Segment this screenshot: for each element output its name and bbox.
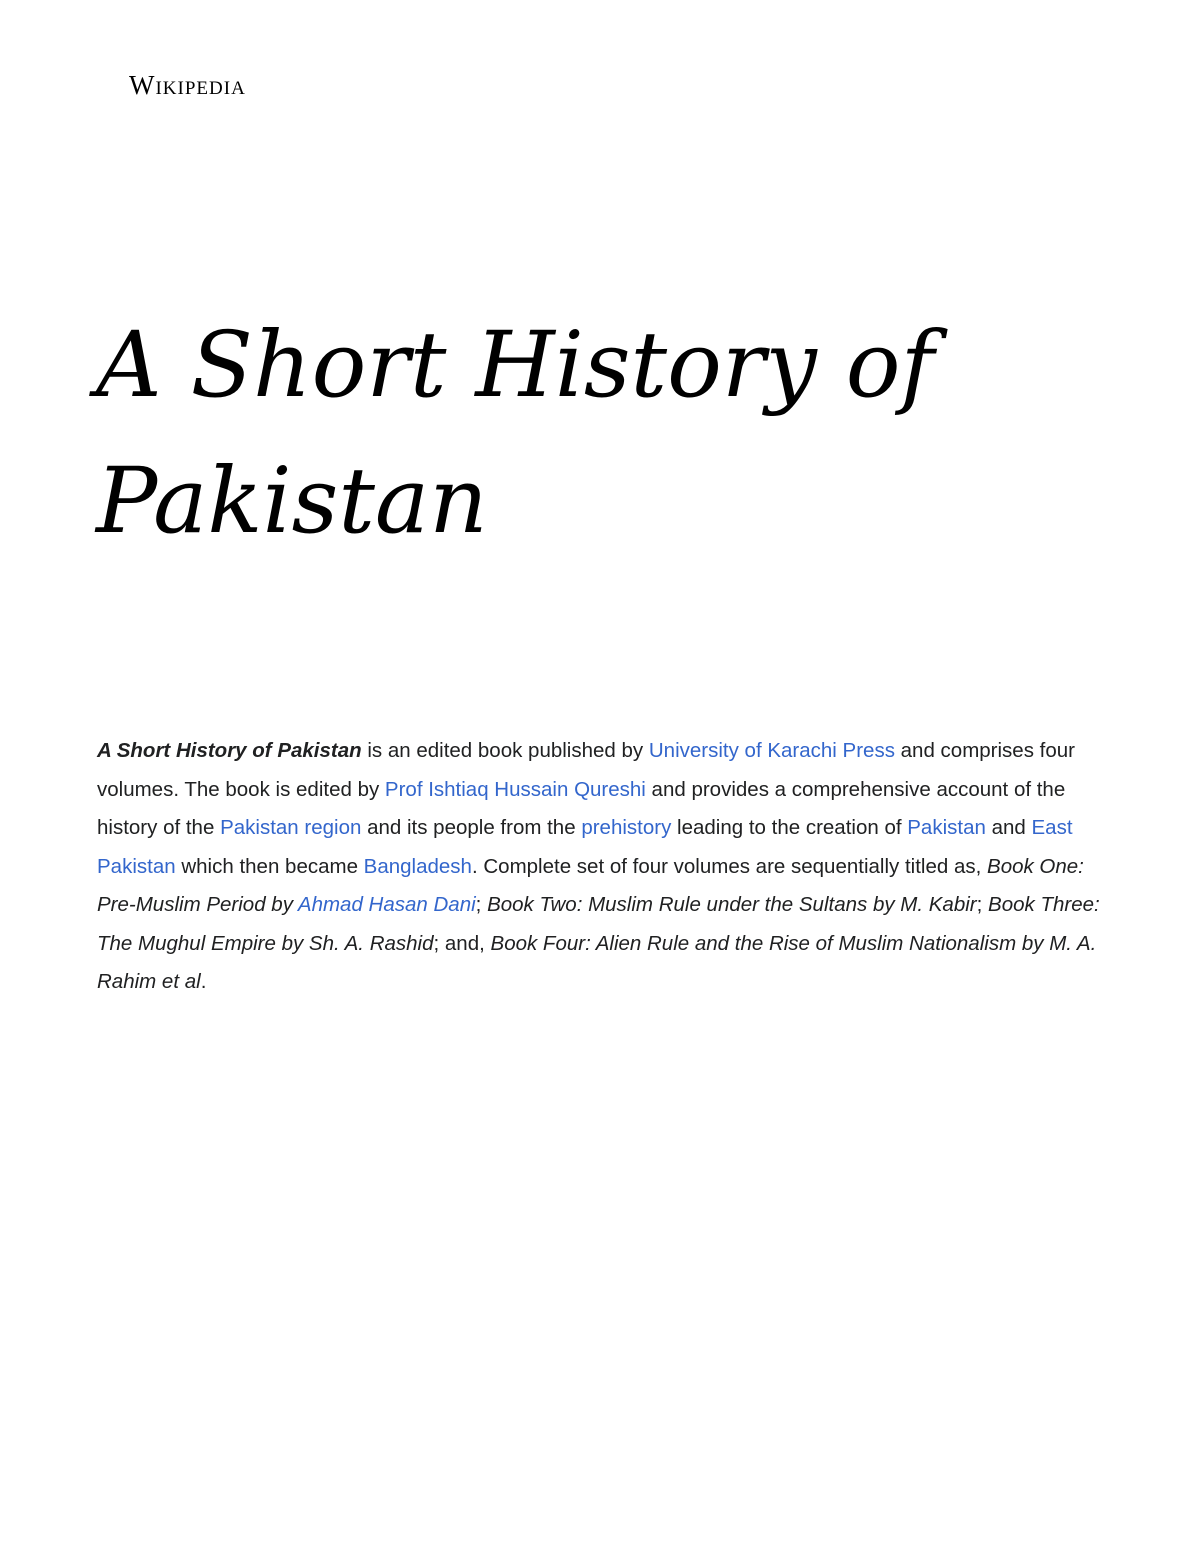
page-title: A Short History of Pakistan [96,313,935,554]
link-pakistan-region[interactable]: Pakistan region [220,816,362,839]
link-university-of-karachi-press[interactable]: University of Karachi Press [648,739,895,762]
book-three-title: Book Three: The Mughul Empire by Sh. A. Rashid [97,893,1100,955]
book-one-title: Book One: Pre-Muslim Period by [97,854,1084,916]
lead-text: leading to the creation of [671,816,908,839]
wikipedia-logo[interactable]: Wikipedia [129,70,246,100]
book-two-title: Book Two: Muslim Rule under the Sultans by M. Kabir [487,893,977,916]
article-subject: A Short History of Pakistan [97,739,362,762]
lead-text: which then became [175,854,364,878]
link-east-pakistan[interactable]: East Pakistan [97,816,1073,878]
lead-text: and comprises four volumes. The book is edited by [97,739,1075,801]
lead-text: . [200,970,207,993]
book-four-title: Book Four: Alien Rule and the Rise of Muslim Nationalism by M. A. Rahim et al [97,931,1097,993]
link-pakistan[interactable]: Pakistan [907,816,986,839]
link-ishtiaq-hussain-qureshi[interactable]: Prof Ishtiaq Hussain Qureshi [384,777,646,801]
lead-text: and [985,816,1032,839]
lead-text: ; [976,893,989,916]
lead-text: ; and, [433,931,491,955]
link-ahmad-hasan-dani[interactable]: Ahmad Hasan Dani [297,893,476,916]
lead-text: and its people from the [361,816,582,839]
lead-text: . Complete set of four volumes are sequentially titled as, [471,854,988,878]
link-bangladesh[interactable]: Bangladesh [363,854,472,878]
lead-paragraph [97,732,1107,1002]
lead-text: and provides a comprehensive account of the history of the [97,777,1066,839]
lead-text: is an edited book published by [361,739,649,762]
link-prehistory[interactable]: prehistory [581,816,672,839]
lead-text: ; [475,893,488,916]
